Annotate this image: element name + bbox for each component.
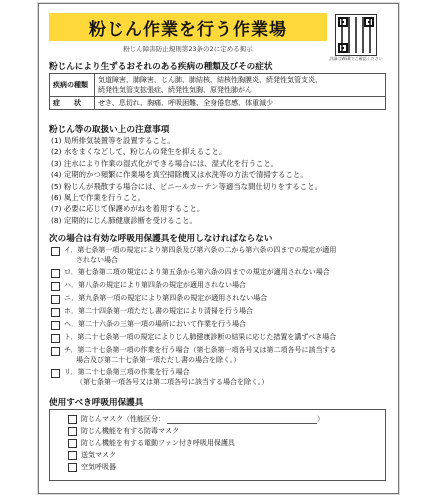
checklist-text: リ．第二十七条第三項の作業を行う場合 (64, 368, 190, 377)
checkbox[interactable] (51, 282, 60, 291)
disease-type-value (95, 74, 386, 97)
checklist-text: ホ．第二十四条第一項ただし書の規定により清掃を行う場合 (64, 307, 253, 316)
disease-heading: 粉じんにより生ずるおそれのある疾病の種類及びその症状 (49, 62, 273, 72)
checklist-text: ト．第二十七条第一項の規定によりじん肺健康診断の結果に応じた措置を講ずべき場合 (64, 333, 337, 342)
checklist-item (51, 281, 337, 291)
ppe-item-dust-mask: 防じんマスク（性能区分： (81, 415, 165, 423)
checkbox[interactable] (51, 295, 60, 304)
checklist-text: ロ．第七条第二項の規定により第五条から第六条の四までの規定が適用されない場合 (64, 268, 330, 277)
checklist-item (68, 461, 367, 473)
list-item: (5) 粉じんが飛散する場合には、ビニールカーテン等適当な間仕切りをすること。 (51, 181, 322, 191)
checklist-text: チ．第二十七条第一項の作業を行う場合（第七条第一項各号又は第二項各号に該当する (64, 346, 337, 355)
checkbox[interactable] (51, 321, 60, 330)
checklist-item (51, 307, 337, 317)
checklist-item (68, 425, 367, 437)
respirator-heading: 次の場合は有効な呼吸用保護具を使用しなければならない (49, 234, 273, 244)
checklist-text: （第七条第一項各号又は第二項各号に該当する場合を除く。） (76, 377, 269, 386)
list-item: (1) 局所排気装置等を設置すること。 (51, 136, 175, 145)
list-item: (2) 水をまくなどして、粉じんの発生を抑えること。 (51, 147, 227, 157)
checklist-text: ハ．第八条の規定により第四条の規定が適用されない場合 (64, 281, 246, 290)
ppe-item-powered-respirator: 防じん機能を有する電動ファン付き呼吸用保護具 (81, 439, 235, 447)
ppe-item-close-paren: ） (317, 415, 324, 423)
ppe-checklist (49, 409, 386, 481)
ppe-item-scba: 空気呼吸器 (81, 463, 116, 471)
disease-line: 気道障害、肺障害、じん肺、肺結核、結核性胸膜炎、続発性気管支炎、 (98, 76, 322, 84)
ppe-item-gas-mask: 防じん機能を有する防毒マスク (81, 427, 179, 435)
checkbox[interactable] (68, 439, 77, 448)
table-row (50, 97, 386, 110)
checklist-item (51, 333, 337, 343)
checkbox[interactable] (68, 427, 77, 436)
list-item: (7) 必要に応じて保護めがねを着用すること。 (51, 204, 205, 214)
checklist-text: ヘ．第二十六条の三第一項の場所において作業を行う場合 (64, 320, 246, 329)
checkbox[interactable] (51, 347, 60, 356)
checklist-item (51, 268, 337, 278)
checklist-item (68, 437, 367, 449)
sign-subtitle: 粉じん障害防止規則第23条の2に定める掲示 (123, 45, 253, 53)
ppe-heading: 使用すべき呼吸用保護具 (49, 398, 144, 408)
checklist-item (51, 294, 337, 304)
checkbox[interactable] (51, 334, 60, 343)
symptom-value (95, 97, 386, 110)
checklist-item (68, 449, 367, 461)
qr-code-icon[interactable] (335, 14, 377, 56)
handling-list (51, 135, 322, 226)
checkbox[interactable] (68, 415, 77, 424)
checkbox[interactable] (51, 369, 60, 378)
checklist-text: されない場合 (76, 255, 118, 264)
symptom-line: せき、息切れ、胸痛、呼吸困難、全身倦怠感、体重減少 (98, 99, 274, 107)
disease-line: 続発性気管支拡張症、続発性気胸、原発性肺がん (98, 86, 252, 94)
checklist-item (51, 346, 337, 365)
checkbox[interactable] (51, 308, 60, 317)
list-item: (3) 注水により作業の湿式化ができる場合には、湿式化を行うこと。 (51, 158, 279, 168)
checklist-item (51, 320, 337, 330)
list-item: (4) 定期的かつ頻繁に作業場を真空掃除機又は水洗等の方法で清掃すること。 (51, 170, 308, 180)
checklist-item (68, 413, 367, 425)
qr-caption: 詳細はWEBでご確認ください (329, 56, 383, 61)
sign-title: 粉じん作業を行う作業場 (49, 13, 327, 41)
table-row (50, 74, 386, 97)
list-item: (8) 定期的にじん肺健康診断を受けること。 (51, 215, 197, 225)
checklist-text: 場合及び第二十七条第一項ただし書の場合を除く。） (76, 355, 241, 364)
list-item: (6) 風上で作業を行うこと。 (51, 193, 146, 203)
checklist-item (51, 368, 337, 387)
disease-type-label: 疾病の種類 (50, 74, 95, 97)
respirator-checklist (51, 246, 337, 391)
checkbox[interactable] (51, 247, 60, 256)
checkbox[interactable] (51, 269, 60, 278)
checklist-item (51, 246, 337, 265)
checklist-text: イ．第七条第一項の規定により第四条及び第六条の二から第六条の四までの規定が適用 (64, 246, 337, 254)
ppe-item-airline-mask: 送気マスク (81, 451, 116, 459)
checklist-text: ニ．第九条第一項の規定により第四条の規定が適用されない場合 (64, 294, 268, 303)
checkbox[interactable] (68, 463, 77, 472)
performance-class-field[interactable] (167, 415, 317, 424)
disease-table (49, 73, 386, 110)
safety-sign-board (38, 3, 399, 494)
symptom-label: 症 状 (50, 97, 95, 110)
handling-heading: 粉じん等の取扱い上の注意事項 (49, 125, 170, 135)
checkbox[interactable] (68, 451, 77, 460)
